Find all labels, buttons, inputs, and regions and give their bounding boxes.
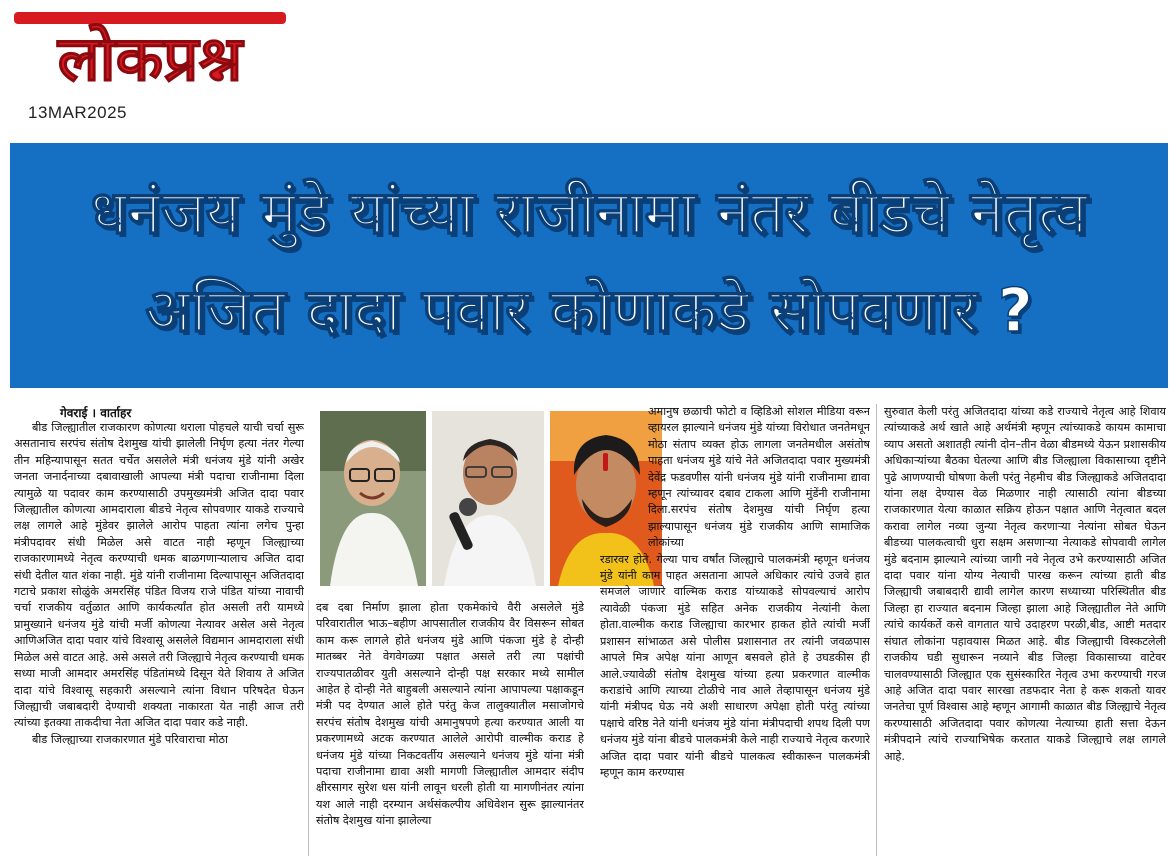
paragraph: बीड जिल्ह्यातील राजकारण कोणत्या थराला पोहचले याची चर्चा सुरू असतानाच सरपंच संतोष देशमुख यांची झालेली निर्घृण हत्या नंतर गेल्या तीन महिन्यापासून सतत चर्चेत असलेले मंत्री धनंजय मुंडे यांनी अखेर जनता जनार्दनाच्या दबावाखाली आपल्या मंत्री पदाचा राजीनामा दिला त्यामुळे या पदावर काम करण्यासाठी उपमुख्यमंत्री अजित दादा पवार जिल्ह्यातील कोणत्या आमदाराला बीडचे नेतृत्व सोपवणार याकडे राज्याचे लक्ष लागले आहे मुंडेवर झालेले आरोप पाहता त्यांना लगेच पुन्हा मंत्रीपदावर संधी मिळेल असे वाटत नाही म्हणून जिल्ह्याच्या राजकारणामध्ये नेतृत्व करण्याची धमक बाळगणाऱ्यालाच अजित दादा संधी देतील यात शंका नाही. मुंडे यांनी राजीनामा दिल्यापासून अजितदादा गटाचे प्रकाश सोळुंके अमरसिंह पंडित विजय राजे पंडित यांच्या नावाची चर्चा राजकीय वर्तुळात आणि कार्यकर्त्यांत होत असली तरी यामध्ये प्रामुख्याने धनंजय मुंडे यांची मर्जी कोणत्या नेत्यावर असेल असे नेतृत्व आणिअजित दादा पवार यांचे विश्वासू असलेले विद्यमान आमदाराला संधी मिळेल असे वाटत आहे. असे असले तरी जिल्ह्याचे नेतृत्व करण्याची धमक सध्या माजी आमदार अमरसिंह पंडितांमध्ये दिसून येते शिवाय ते अजित दादा यांचे विश्वासू सहकारी असल्याने त्यांना विधान परिषदेत घेऊन जिल्ह्याची जबाबदारी देण्याची शक्यता नाकारता येत नाही आज तरी त्यांच्या इतक्या ताकदीचा नेता अजित दादा पवार कडे नाही. xyxy=(14,421,304,730)
article-column-2 xyxy=(316,600,584,860)
paragraph: बीड जिल्ह्याच्या राजकारणात मुंडे परिवाराचा मोठा xyxy=(32,732,228,746)
portrait-microphone-icon xyxy=(432,411,544,586)
issue-date: 13MAR2025 xyxy=(28,103,128,122)
paragraph: दब दबा निर्माण झाला होता एकमेकांचे वैरी असलेले मुंडे परिवारातील भाऊ–बहीण आपसातील राजकीय वैर विसरून सोबत काम करू लागले होते धनंजय मुंडे आणि पंकजा मुंडे हे दोन्ही मातब्बर नेते वेगवेगळ्या पक्षात असले तरी त्या पक्षांची राज्यपातळीवर युती असल्याने दोन्ही पक्ष सरकार मध्ये सामील आहेत हे दोन्ही नेते बाहुबली असल्याने त्यांना आपापल्या पक्षाकडून मंत्री पद देण्यात आले होते परंतु केज तालुक्यातील मसाजोगचे सरपंच संतोष देशमुख यांची अमानुषपणे हत्या करण्यात आली या प्रकरणामध्ये अटक करण्यात आलेले आरोपी वाल्मीक कराड हे धनंजय मुंडे यांच्या निकटवर्तीय असल्याने धनंजय मुंडे यांना मंत्री पदाचा राजीनामा द्यावा अशी मागणी जिल्ह्यातील आमदार संदीप क्षीरसागर सुरेश धस यांनी लावून धरली होती या मागणीनंतर त्यांना यश आले नाही दरम्यान अर्थसंकल्पीय अधिवेशन सुरू झाल्यानंतर संतोष देशमुख यांना झालेल्या xyxy=(316,601,584,828)
photo-elder-leader xyxy=(320,411,426,586)
masthead-logo xyxy=(10,4,290,94)
headline-line-2: अजित दादा पवार कोणाकडे सोपवणार ? xyxy=(145,276,1033,346)
newspaper-logo-icon xyxy=(10,4,290,94)
paragraph: रडारवर होते. गेल्या पाच वर्षांत जिल्ह्याचे पालकमंत्री म्हणून धनंजय मुंडे यांनी काम पाहत असताना आपले अधिकार त्यांचे उजवे हात समजले जाणारे वाल्मिक कराड यांच्याकडे सोपवल्याचं आरोप त्यावेळी पंकजा मुंडे सहित अनेक राजकीय नेत्यांनी केला होता.वाल्मीक कराड जिल्ह्याचा कारभार हाकत होते त्यांची मर्जी प्रशासन सांभाळत असे पोलीस प्रशासनात तर त्यांनी जवळपास आपले मित्र अपेक्ष यांना आणून बसवले होते हे उघडकीस ही आले.ज्यावेळी संतोष देशमुख यांच्या हत्या प्रकरणात वाल्मीक कराडांचे आणि त्याच्या टोळीचे नाव आले तेव्हापासून धनंजय मुंडे यांनी मंत्रीपद घेऊ नये अशी साधारण अपेक्षा होती परंतु त्यांच्या पक्षाचे वरिष्ठ नेते यांनी धनंजय मुंडे यांना मंत्रीपदाची शपथ दिली पण धनंजय मुंडे यांना बीडचे पालकमंत्री केले नाही राज्याचे नेतृत्व करणारे अजित दादा पवार यांनी बीडचे पालकत्व स्वीकारून पालकमंत्री म्हणून काम करण्यास xyxy=(600,552,870,779)
article-column-4 xyxy=(884,404,1166,856)
byline: गेवराई । वार्ताहर xyxy=(60,406,132,420)
svg-text:लोकप्रश्न: लोकप्रश्न xyxy=(57,22,243,94)
article-column-1 xyxy=(14,420,304,860)
column-divider xyxy=(308,600,309,856)
headline-banner xyxy=(10,143,1168,388)
photo-speaker-mic xyxy=(432,411,544,586)
article-column-3 xyxy=(600,404,870,860)
portrait-glasses-icon xyxy=(320,411,426,586)
headline-line-1: धनंजय मुंडे यांच्या राजीनामा नंतर बीडचे नेतृत्व xyxy=(90,178,1088,248)
paragraph: सुरुवात केली परंतु अजितदादा यांच्या कडे राज्याचे नेतृत्व आहे शिवाय त्यांच्याकडे अर्थ खाते आहे अर्थमंत्री म्हणून त्यांच्याकडे कायम कामाचा व्याप असतो अशातही त्यांनी दोन–तीन वेळा बीडमध्ये येऊन प्रशासकीय अधिकाऱ्यांच्या बैठका घेतल्या आणि बीड जिल्ह्याला विकासाच्या दृष्टीने पुढे आणण्याची घोषणा केली परंतु नेहमीच बीड जिल्ह्याकडे अजितदादा यांना लक्ष देण्यास वेळ मिळणार नाही त्यासाठी त्यांना बीडच्या राजकारणात येत्या काळात सक्रिय होऊन पक्षात आणि नेतृत्वात बदल करावा लागेल नव्या जुन्या नेतृत्व करणाऱ्या नेत्यांना सोबत घेऊन बीडच्या पालकत्वाची धुरा सक्षम असणाऱ्या नेत्याकडे सोपवावी लागेल मुंडे बदनाम झाल्याने त्यांच्या जागी नवे नेतृत्व उभे करण्यासाठी अजित दादा पवार यांना योग्य नेत्याची पारख करून त्यांच्या हाती बीड जिल्ह्याची जबाबदारी द्यावी लागेल कारण सध्याच्या परिस्थितीत बीड जिल्हा हा राज्यात बदनाम जिल्हा झाला आहे जिल्ह्यातील नेते आणि त्यांचे कार्यकर्ते कसे वागतात याचे उदाहरण परळी,बीड, आष्टी मतदार संघात लोकांना पहावयास मिळत आहे. बीड जिल्ह्याची विस्कटलेली राजकीय घडी सुधारून नव्याने बीड जिल्हा विकासाच्या वाटेवर चालवण्यासाठी जिल्ह्यात एक सुसंस्कारित नेतृत्व उभा करण्याची गरज आहे अजित दादा पवार सारखा तडफदार नेता हे करू शकतो यावर जनतेचा पूर्ण विश्वास आहे म्हणून आगामी काळात बीड जिल्ह्याचे नेतृत्व करण्यासाठी अजितदादा पवार कोणत्या नेत्याच्या हाती सत्ता देऊन मंत्रीपदाने त्यांचे राज्याभिषेक करतात याकडे जिल्ह्याचे लक्ष लागले आहे. xyxy=(884,405,1166,763)
photo-strip xyxy=(320,411,590,586)
column-divider xyxy=(876,404,877,856)
paragraph: अमानुष छळाची फोटो व व्हिडिओ सोशल मीडिया वरून व्हायरल झाल्याने धनंजय मुंडे यांच्या विरोधात जनतेमधून मोठा संताप व्यक्त होऊ लागला जनतेमधील असंतोष पाहता धनंजय मुंडे यांचे नेते अजितदादा पवार मुख्यमंत्री देवेंद्र फडवणीस यांनी धनंजय मुंडे यांनी राजीनामा द्यावा म्हणून त्यांच्यावर दबाव टाकला आणि मुंडेंनी राजीनामा दिला.सरपंच संतोष देशमुख यांची निर्घृण हत्या झाल्यापासून धनंजय मुंडे राजकीय आणि सामाजिक लोकांच्या xyxy=(648,405,870,550)
